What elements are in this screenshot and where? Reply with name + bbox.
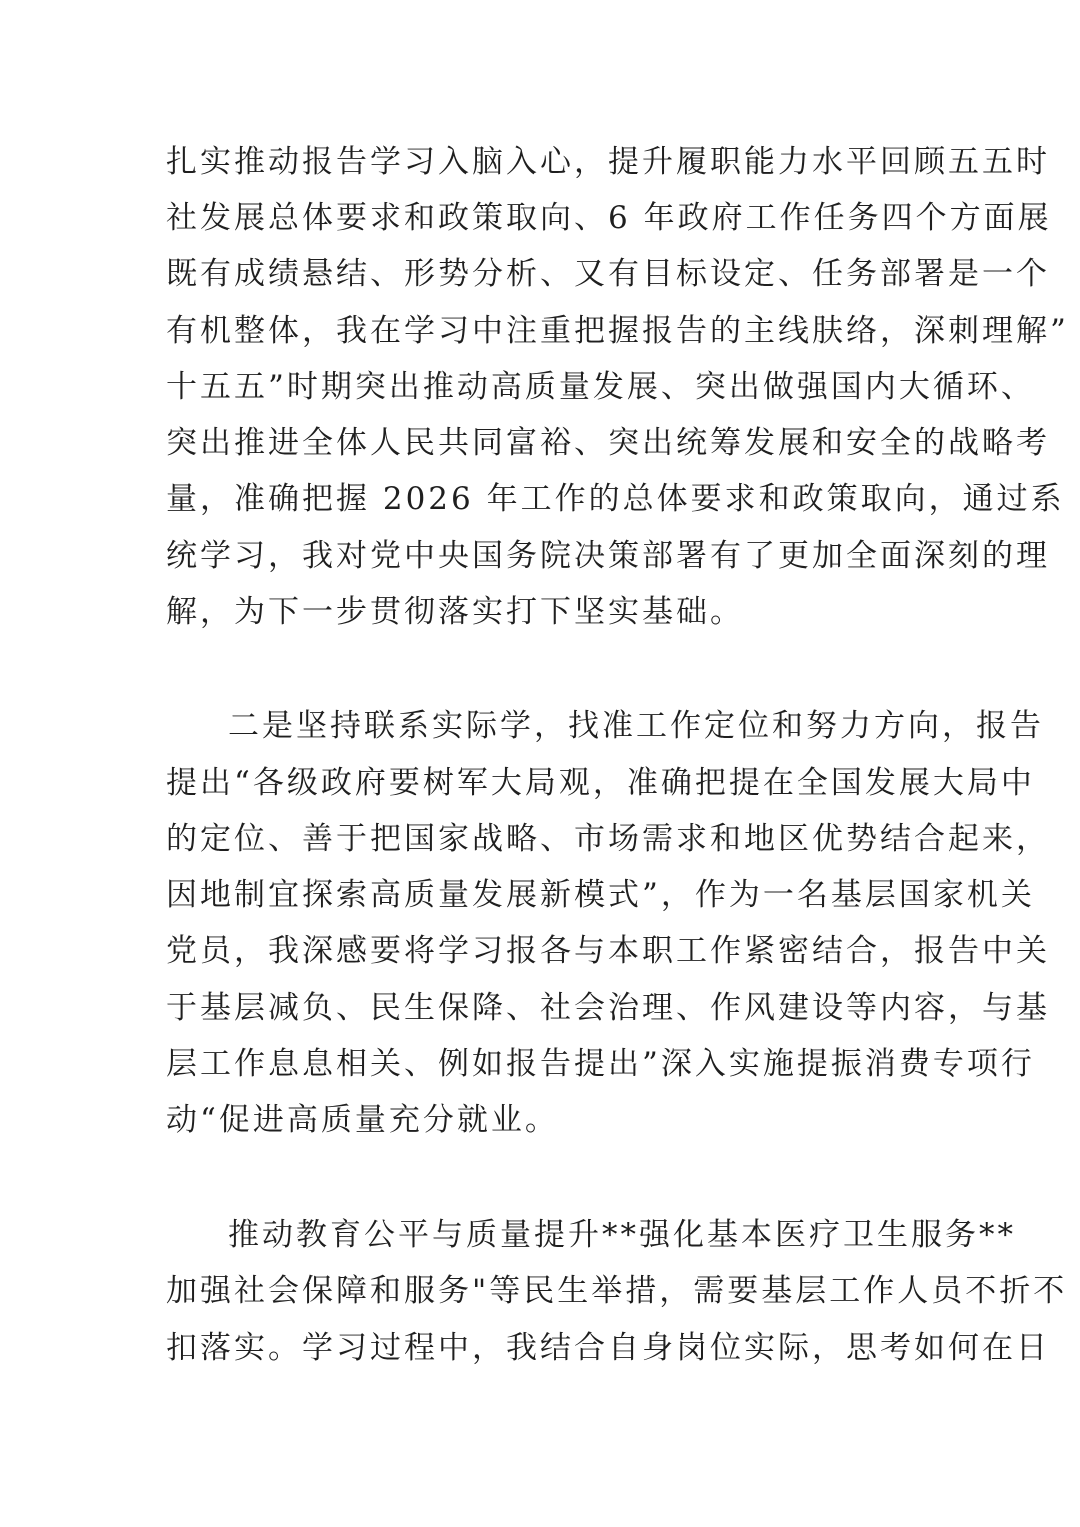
paragraph-1-line-3: 既有成绩悬结、形势分析、又有目标设定、任务部署是一个 (166, 256, 1050, 292)
paragraph-2-line-7: 层工作息息相关、例如报告提出”深入实施提振消费专项行 (166, 1046, 1035, 1082)
paragraph-3-line-3: 扣落实。学习过程中，我结合自身岗位实际，思考如何在日 (166, 1330, 1050, 1366)
paragraph-1-line-6: 突出推进全体人民共同富裕、突出统筹发展和安全的战略考 (166, 425, 1050, 461)
paragraph-3-line-1: 推动教育公平与质量提升**强化基本医疗卫生服务** (228, 1217, 1016, 1253)
paragraph-2-line-5: 党员，我深感要将学习报各与本职工作紧密结合，报告中关 (166, 933, 1050, 969)
paragraph-1-line-8: 统学习，我对党中央国务院决策部署有了更加全面深刻的理 (166, 538, 1050, 574)
paragraph-1-line-2: 社发展总体要求和政策取向、6 年政府工作任务四个方面展 (166, 200, 1052, 236)
paragraph-2-line-2: 提出“各级政府要树军大局观，准确把提在全国发展大局中 (166, 765, 1035, 801)
paragraph-1-line-7: 量，准确把握 2026 年工作的总体要求和政策取向，通过系 (166, 481, 1065, 517)
paragraph-1-line-9: 解，为下一步贯彻落实打下坚实基础。 (166, 594, 744, 630)
paragraph-2-line-6: 于基层减负、民生保降、社会治理、作风建设等内容，与基 (166, 990, 1050, 1026)
paragraph-1-line-4: 有机整体，我在学习中注重把握报告的主线肤络，深刺理解” (166, 313, 1069, 349)
paragraph-2-line-3: 的定位、善于把国家战略、市场需求和地区优势结合起来， (166, 821, 1050, 857)
paragraph-3-line-2: 加强社会保障和服务"等民生举措，需要基层工作人员不折不 (166, 1273, 1068, 1309)
paragraph-2-line-4: 因地制宜探索高质量发展新模式”，作为一名基层国家机关 (166, 877, 1035, 913)
paragraph-1-line-5: 十五五”时期突出推动高质量发展、突出做强国内大循环、 (166, 369, 1035, 405)
paragraph-1-line-1: 扎实推动报告学习入脑入心，提升履职能力水平回顾五五时 (166, 144, 1050, 180)
paragraph-2-line-8: 动“促进高质量充分就业。 (166, 1102, 559, 1138)
paragraph-2-line-1: 二是坚持联系实际学，找准工作定位和努力方向，报告 (228, 708, 1044, 744)
